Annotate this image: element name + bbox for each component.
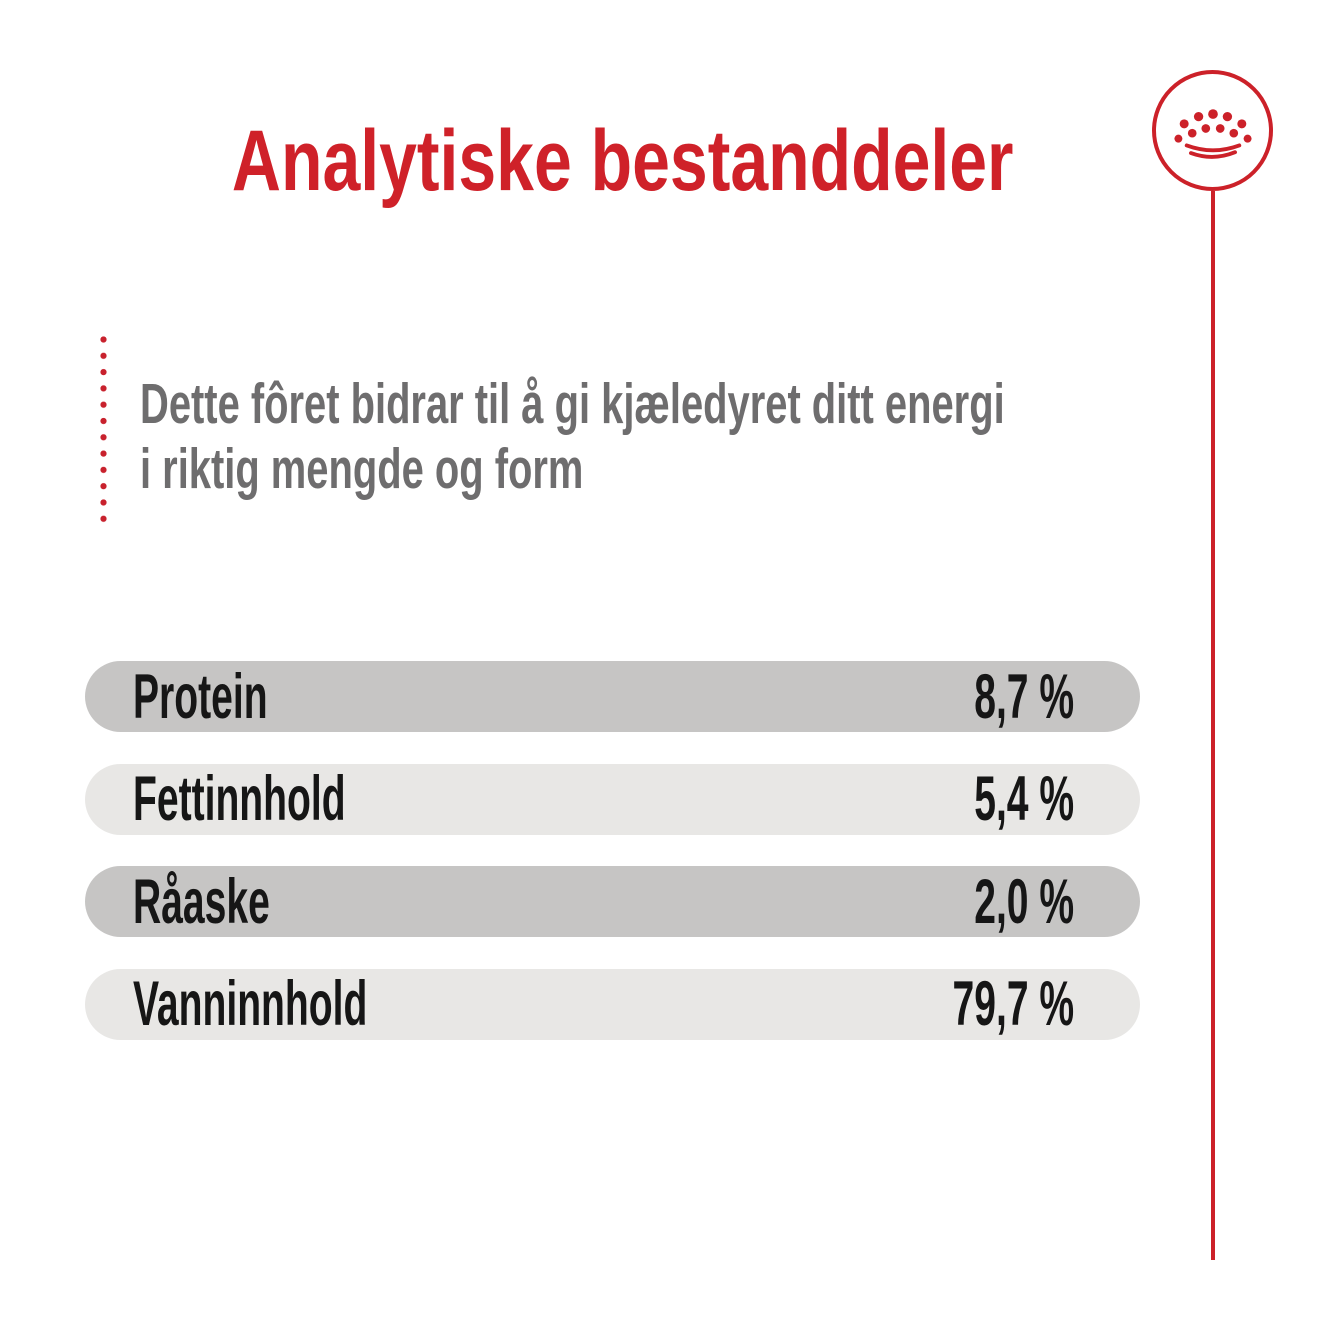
row-value: 5,4 % [974, 764, 1074, 834]
brand-rail-line [1211, 191, 1215, 1260]
row-value: 79,7 % [952, 969, 1074, 1039]
dotted-accent-line [100, 336, 107, 524]
nutrition-table [85, 661, 1140, 1071]
intro-line-2: i riktig mengde og form [140, 437, 584, 501]
row-label: Råaske [133, 866, 270, 937]
row-label: Protein [133, 661, 268, 732]
row-value: 2,0 % [974, 866, 1074, 937]
table-row-fettinnhold [85, 764, 1140, 835]
row-value: 8,7 % [974, 661, 1074, 732]
table-row-raaske [85, 866, 1140, 937]
page-title: Analytiske bestanddeler [231, 113, 1014, 209]
row-label: Vanninnhold [133, 969, 368, 1039]
table-row-protein [85, 661, 1140, 732]
row-label: Fettinnhold [133, 764, 346, 834]
page-title-wrap [85, 113, 1160, 209]
intro-line-1: Dette fôret bidrar til å gi kjæledyret ditt energi [140, 372, 1005, 436]
intro-text [140, 372, 1320, 502]
brand-logo-circle [1152, 70, 1273, 191]
royal-canin-crown-icon [1174, 106, 1252, 162]
table-row-vanninnhold [85, 969, 1140, 1040]
